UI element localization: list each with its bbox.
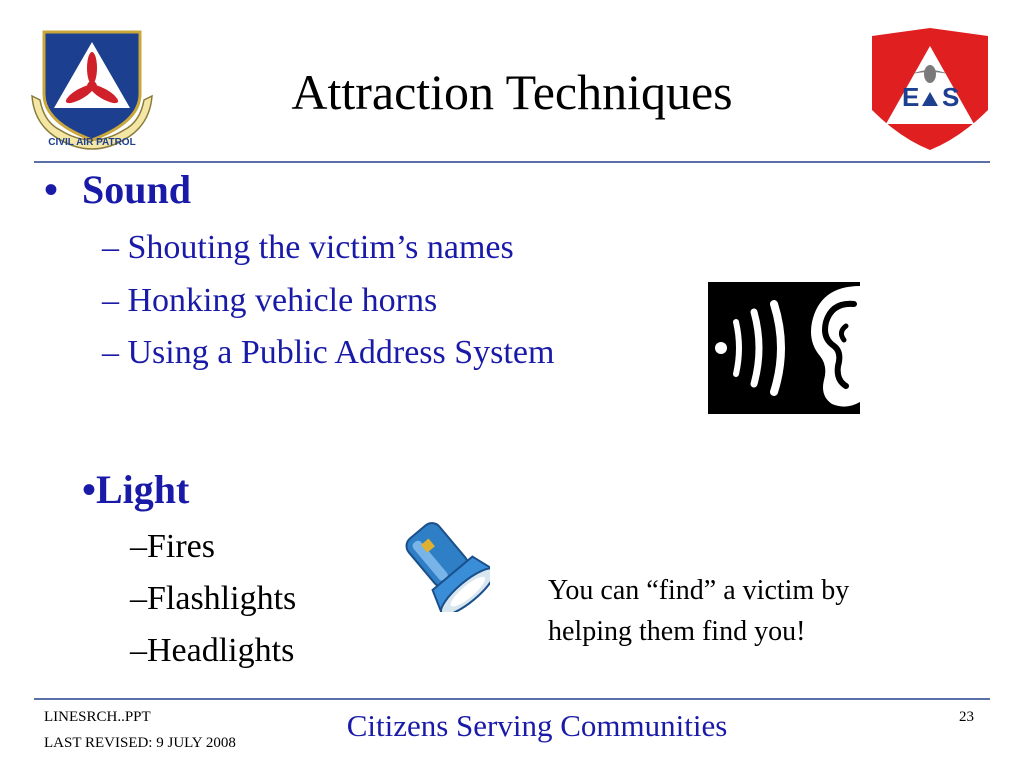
sound-item-shouting: – Shouting the victim’s names	[102, 229, 514, 266]
light-item-headlights: –Headlights	[130, 632, 295, 669]
emergency-services-emblem-icon	[870, 26, 990, 152]
flashlight-icon	[388, 518, 490, 612]
footer-revised-date: LAST REVISED: 9 JULY 2008	[44, 735, 236, 751]
footer-motto: Citizens Serving Communities	[346, 708, 728, 743]
emergency-services-logo	[870, 26, 990, 152]
note-line-2: helping them find you!	[548, 616, 806, 647]
sound-item-honking: – Honking vehicle horns	[102, 282, 438, 319]
footer-divider	[34, 698, 990, 700]
slide-title: Attraction Techniques	[291, 64, 733, 120]
light-heading: •Light	[82, 467, 190, 512]
note-line-1: You can “find” a victim by	[548, 575, 850, 606]
footer-file-name: LINESRCH..PPT	[44, 709, 151, 725]
logo-letter-s: S	[942, 82, 960, 112]
sound-item-public-address: – Using a Public Address System	[102, 334, 555, 371]
logo-ribbon-text: CIVIL AIR PATROL	[48, 137, 136, 148]
bullet-marker: •	[44, 167, 59, 212]
sound-heading: Sound	[82, 167, 191, 212]
title-divider	[34, 161, 990, 163]
light-item-flashlights: –Flashlights	[130, 580, 297, 617]
light-item-fires: –Fires	[130, 528, 215, 565]
page-number: 23	[959, 709, 974, 725]
logo-letter-e: E	[902, 82, 920, 112]
hearing-sound-icon	[708, 282, 860, 414]
